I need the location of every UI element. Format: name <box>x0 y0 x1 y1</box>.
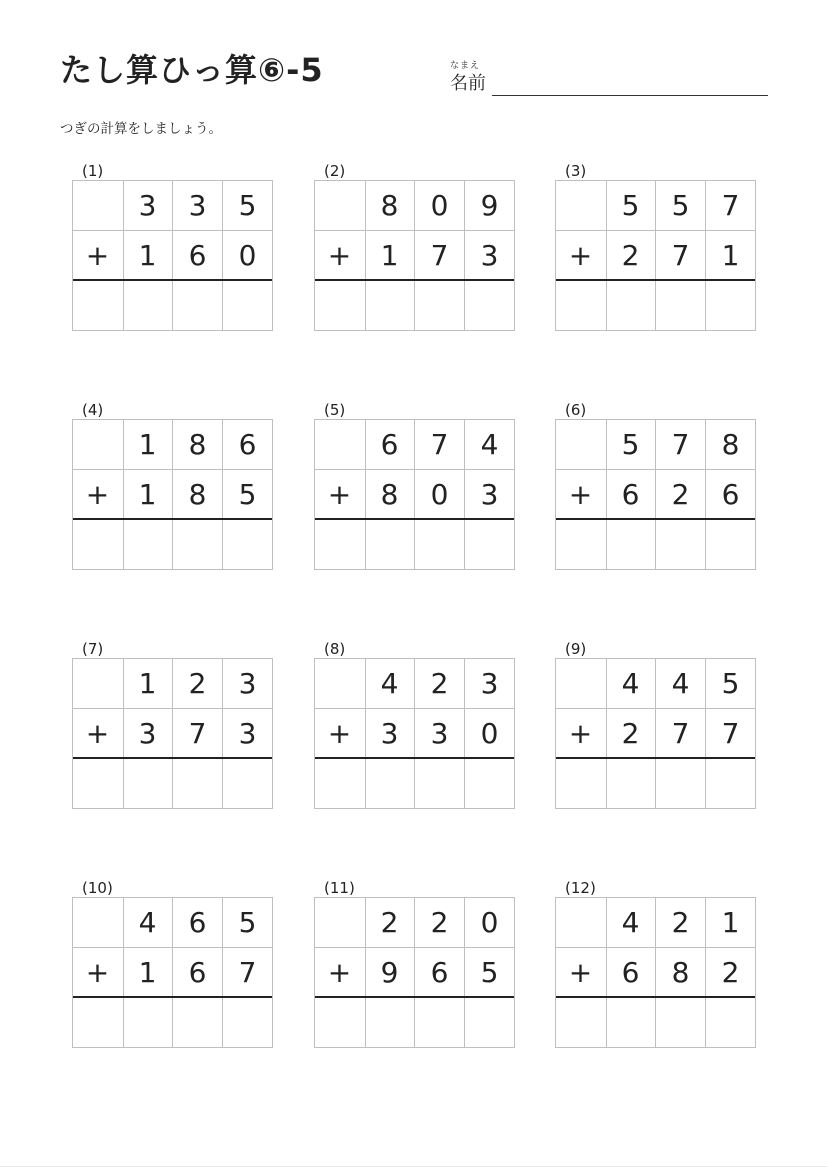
calculation-grid <box>72 419 273 570</box>
problem-number: (6) <box>565 401 587 419</box>
addend-digit: 4 <box>480 428 499 461</box>
addend-digit: 5 <box>480 956 499 989</box>
addend-digit: 4 <box>380 667 399 700</box>
addend-digit: 5 <box>238 189 257 222</box>
answer-cell[interactable] <box>706 520 755 569</box>
addend-digit: 3 <box>480 478 499 511</box>
page-bottom-rule <box>0 1166 827 1167</box>
answer-cell[interactable] <box>465 759 514 808</box>
answer-cell[interactable] <box>465 281 514 330</box>
addend-digit: 8 <box>188 478 207 511</box>
addend-digit: 0 <box>480 717 499 750</box>
problem-number: (12) <box>565 879 596 897</box>
answer-cell[interactable] <box>706 759 755 808</box>
plus-sign: + <box>85 478 110 511</box>
addend-digit: 6 <box>238 428 257 461</box>
addend-digit: 1 <box>721 239 740 272</box>
calculation-grid <box>72 897 273 1048</box>
answer-cell[interactable] <box>465 998 514 1047</box>
answer-cell[interactable] <box>223 759 272 808</box>
answer-cell[interactable] <box>706 281 755 330</box>
answer-cell[interactable] <box>173 281 222 330</box>
addend-digit: 6 <box>188 956 207 989</box>
addend-digit: 2 <box>671 906 690 939</box>
addend-digit: 7 <box>430 239 449 272</box>
addend-digit: 7 <box>721 189 740 222</box>
worksheet-title: たし算ひっ算⑥-5 <box>60 51 324 89</box>
addend-digit: 6 <box>188 906 207 939</box>
problem-number: (9) <box>565 640 587 658</box>
addend-digit: 2 <box>671 478 690 511</box>
answer-cell[interactable] <box>73 281 122 330</box>
addend-digit: 7 <box>671 428 690 461</box>
answer-cell[interactable] <box>556 281 605 330</box>
addend-digit: 1 <box>380 239 399 272</box>
addend-digit: 9 <box>480 189 499 222</box>
addend-digit: 0 <box>238 239 257 272</box>
addend-digit: 1 <box>138 428 157 461</box>
addend-digit: 3 <box>138 717 157 750</box>
addend-digit: 9 <box>380 956 399 989</box>
plus-sign: + <box>327 478 352 511</box>
plus-sign: + <box>568 956 593 989</box>
addend-digit: 0 <box>480 906 499 939</box>
problem-number: (10) <box>82 879 113 897</box>
addend-digit: 5 <box>621 428 640 461</box>
calculation-grid <box>72 658 273 809</box>
addend-digit: 1 <box>721 906 740 939</box>
answer-cell[interactable] <box>656 759 705 808</box>
addend-digit: 0 <box>430 189 449 222</box>
plus-sign: + <box>568 717 593 750</box>
problem-number: (5) <box>324 401 346 419</box>
addend-digit: 8 <box>721 428 740 461</box>
answer-cell[interactable] <box>173 759 222 808</box>
addend-digit: 1 <box>138 667 157 700</box>
answer-cell[interactable] <box>556 520 605 569</box>
addend-digit: 1 <box>138 239 157 272</box>
addend-digit: 8 <box>671 956 690 989</box>
calculation-grid <box>72 180 273 331</box>
addend-digit: 7 <box>430 428 449 461</box>
addend-digit: 5 <box>621 189 640 222</box>
answer-cell[interactable] <box>315 520 364 569</box>
addend-digit: 7 <box>238 956 257 989</box>
answer-cell[interactable] <box>123 281 172 330</box>
answer-cell[interactable] <box>706 998 755 1047</box>
answer-cell[interactable] <box>365 281 414 330</box>
answer-cell[interactable] <box>223 520 272 569</box>
answer-cell[interactable] <box>606 281 655 330</box>
answer-cell[interactable] <box>556 759 605 808</box>
name-write-line[interactable] <box>492 95 768 96</box>
addend-digit: 5 <box>671 189 690 222</box>
plus-sign: + <box>85 717 110 750</box>
answer-cell[interactable] <box>73 759 122 808</box>
answer-cell[interactable] <box>123 998 172 1047</box>
calculation-grid <box>555 419 756 570</box>
problem-number: (2) <box>324 162 346 180</box>
answer-cell[interactable] <box>415 759 464 808</box>
addend-digit: 3 <box>430 717 449 750</box>
addend-digit: 0 <box>430 478 449 511</box>
addend-digit: 4 <box>621 667 640 700</box>
addend-digit: 3 <box>380 717 399 750</box>
addend-digit: 6 <box>621 956 640 989</box>
addend-digit: 7 <box>188 717 207 750</box>
calculation-grid <box>314 658 515 809</box>
addend-digit: 8 <box>188 428 207 461</box>
addend-digit: 8 <box>380 478 399 511</box>
answer-cell[interactable] <box>315 998 364 1047</box>
answer-cell[interactable] <box>315 759 364 808</box>
answer-cell[interactable] <box>365 998 414 1047</box>
calculation-grid <box>314 180 515 331</box>
plus-sign: + <box>568 239 593 272</box>
addend-digit: 2 <box>721 956 740 989</box>
addend-digit: 2 <box>380 906 399 939</box>
answer-cell[interactable] <box>415 281 464 330</box>
addend-digit: 2 <box>188 667 207 700</box>
answer-cell[interactable] <box>173 520 222 569</box>
addend-digit: 2 <box>430 906 449 939</box>
addend-digit: 7 <box>671 239 690 272</box>
plus-sign: + <box>568 478 593 511</box>
plus-sign: + <box>327 956 352 989</box>
problem-number: (11) <box>324 879 355 897</box>
problem-number: (1) <box>82 162 104 180</box>
addend-digit: 7 <box>671 717 690 750</box>
addend-digit: 2 <box>621 717 640 750</box>
answer-cell[interactable] <box>606 998 655 1047</box>
answer-cell[interactable] <box>223 998 272 1047</box>
answer-cell[interactable] <box>223 281 272 330</box>
addend-digit: 5 <box>238 478 257 511</box>
answer-cell[interactable] <box>606 759 655 808</box>
answer-cell[interactable] <box>556 998 605 1047</box>
problem-number: (8) <box>324 640 346 658</box>
addend-digit: 6 <box>721 478 740 511</box>
addend-digit: 4 <box>621 906 640 939</box>
plus-sign: + <box>327 717 352 750</box>
answer-cell[interactable] <box>465 520 514 569</box>
addend-digit: 3 <box>480 667 499 700</box>
addend-digit: 6 <box>621 478 640 511</box>
addend-digit: 3 <box>238 667 257 700</box>
calculation-grid <box>314 419 515 570</box>
answer-cell[interactable] <box>415 998 464 1047</box>
problem-number: (4) <box>82 401 104 419</box>
addend-digit: 3 <box>138 189 157 222</box>
addend-digit: 3 <box>480 239 499 272</box>
calculation-grid <box>314 897 515 1048</box>
answer-cell[interactable] <box>315 281 364 330</box>
addend-digit: 5 <box>721 667 740 700</box>
answer-cell[interactable] <box>173 998 222 1047</box>
addend-digit: 6 <box>380 428 399 461</box>
name-label: 名前 <box>450 73 486 94</box>
answer-cell[interactable] <box>415 520 464 569</box>
answer-cell[interactable] <box>656 281 705 330</box>
addend-digit: 8 <box>380 189 399 222</box>
addend-digit: 7 <box>721 717 740 750</box>
answer-cell[interactable] <box>73 520 122 569</box>
plus-sign: + <box>327 239 352 272</box>
answer-cell[interactable] <box>73 998 122 1047</box>
plus-sign: + <box>85 239 110 272</box>
calculation-grid <box>555 658 756 809</box>
instruction-text: つぎの計算をしましょう。 <box>60 121 222 137</box>
problem-number: (7) <box>82 640 104 658</box>
problem-number: (3) <box>565 162 587 180</box>
addend-digit: 6 <box>188 239 207 272</box>
answer-cell[interactable] <box>656 998 705 1047</box>
calculation-grid <box>555 180 756 331</box>
addend-digit: 4 <box>671 667 690 700</box>
calculation-grid <box>555 897 756 1048</box>
addend-digit: 5 <box>238 906 257 939</box>
answer-cell[interactable] <box>365 759 414 808</box>
answer-cell[interactable] <box>123 759 172 808</box>
addend-digit: 1 <box>138 478 157 511</box>
answer-cell[interactable] <box>606 520 655 569</box>
addend-digit: 4 <box>138 906 157 939</box>
addend-digit: 2 <box>621 239 640 272</box>
addend-digit: 6 <box>430 956 449 989</box>
answer-cell[interactable] <box>656 520 705 569</box>
addend-digit: 1 <box>138 956 157 989</box>
answer-cell[interactable] <box>123 520 172 569</box>
name-ruby: なまえ <box>450 61 481 71</box>
answer-cell[interactable] <box>365 520 414 569</box>
addend-digit: 2 <box>430 667 449 700</box>
plus-sign: + <box>85 956 110 989</box>
addend-digit: 3 <box>238 717 257 750</box>
addend-digit: 3 <box>188 189 207 222</box>
